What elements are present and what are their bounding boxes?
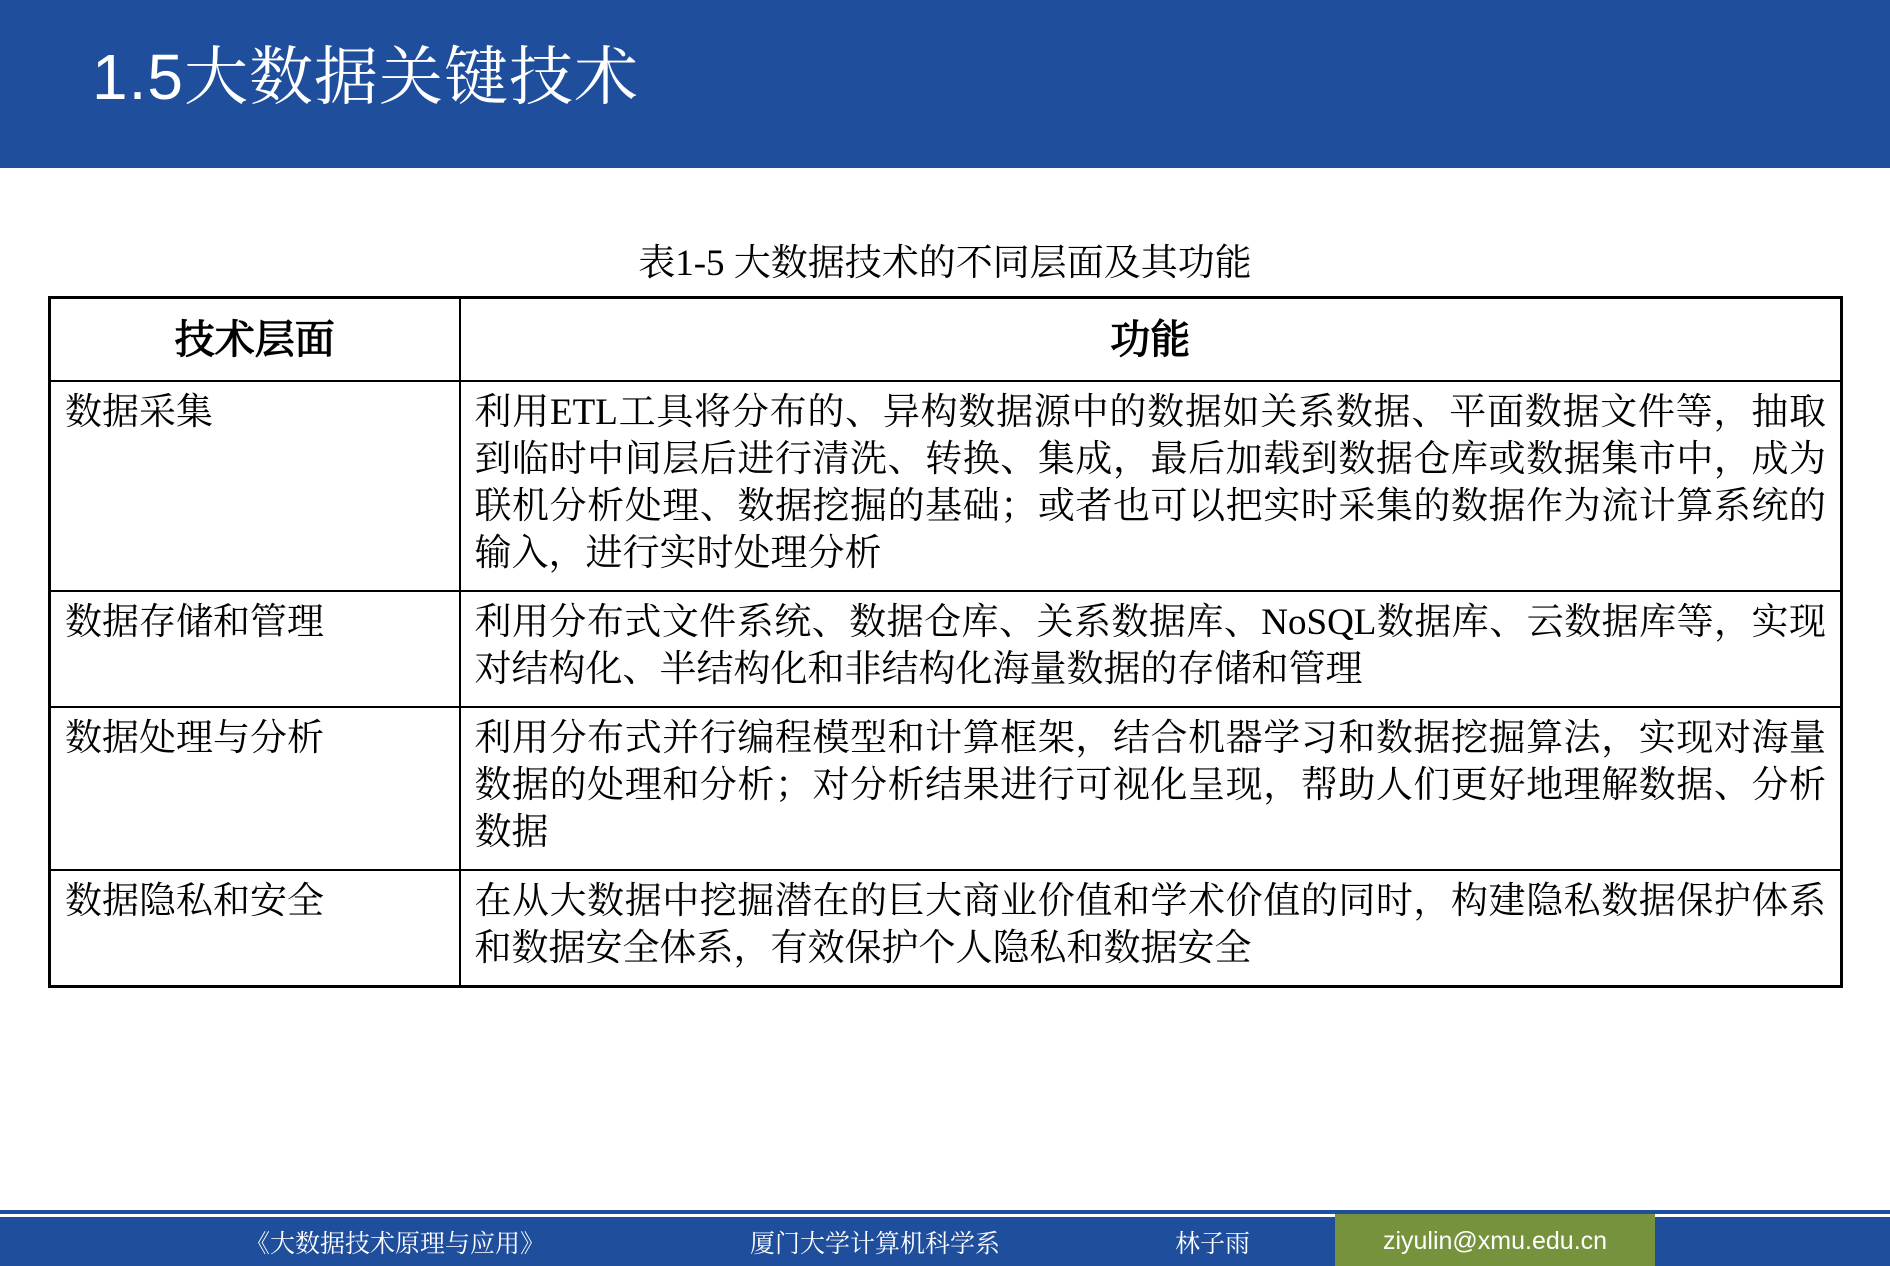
- cell-function: 利用分布式文件系统、数据仓库、关系数据库、NoSQL数据库、云数据库等，实现对结构化、半结构化和非结构化海量数据的存储和管理: [460, 591, 1842, 707]
- footer-email-text: ziyulin@xmu.edu.cn: [1382, 1227, 1608, 1255]
- cell-function: 利用ETL工具将分布的、异构数据源中的数据如关系数据、平面数据文件等，抽取到临时中间层后进行清洗、转换、集成，最后加载到数据仓库或数据集市中，成为联机分析处理、数据挖掘的基础；或者也可以把实时采集的数据作为流计算系统的输入，进行实时处理分析: [460, 381, 1842, 591]
- table-row: [50, 870, 1842, 986]
- cell-layer: 数据处理与分析: [50, 707, 460, 870]
- table-row: [50, 591, 1842, 707]
- footer-book-title: 《大数据技术原理与应用》: [245, 1230, 546, 1258]
- footer-department: 厦门大学计算机科学系: [750, 1230, 1001, 1258]
- table-body: [50, 381, 1842, 986]
- table-header: [50, 298, 1842, 381]
- table-row: [50, 707, 1842, 870]
- cell-function: 利用分布式并行编程模型和计算框架，结合机器学习和数据挖掘算法，实现对海量数据的处理和分析；对分析结果进行可视化呈现，帮助人们更好地理解数据、分析数据: [460, 707, 1842, 870]
- cell-function: 在从大数据中挖掘潜在的巨大商业价值和学术价值的同时，构建隐私数据保护体系和数据安全体系，有效保护个人隐私和数据安全: [460, 870, 1842, 986]
- column-header-layer: 技术层面: [50, 298, 460, 381]
- table-container: [48, 296, 1843, 988]
- footer-author: 林子雨: [1175, 1230, 1251, 1258]
- column-header-function: 功能: [460, 298, 1842, 381]
- cell-layer: 数据采集: [50, 381, 460, 591]
- page-title: 1.5大数据关键技术: [92, 41, 639, 113]
- footer-bar: [0, 1210, 1890, 1266]
- table-row: [50, 381, 1842, 591]
- table-caption: 表1-5 大数据技术的不同层面及其功能: [638, 243, 1252, 284]
- footer-email-badge: [1335, 1214, 1655, 1266]
- cell-layer: 数据隐私和安全: [50, 870, 460, 986]
- table-header-row: [50, 298, 1842, 381]
- header-banner: [0, 0, 1890, 168]
- big-data-tech-table: [48, 296, 1843, 988]
- cell-layer: 数据存储和管理: [50, 591, 460, 707]
